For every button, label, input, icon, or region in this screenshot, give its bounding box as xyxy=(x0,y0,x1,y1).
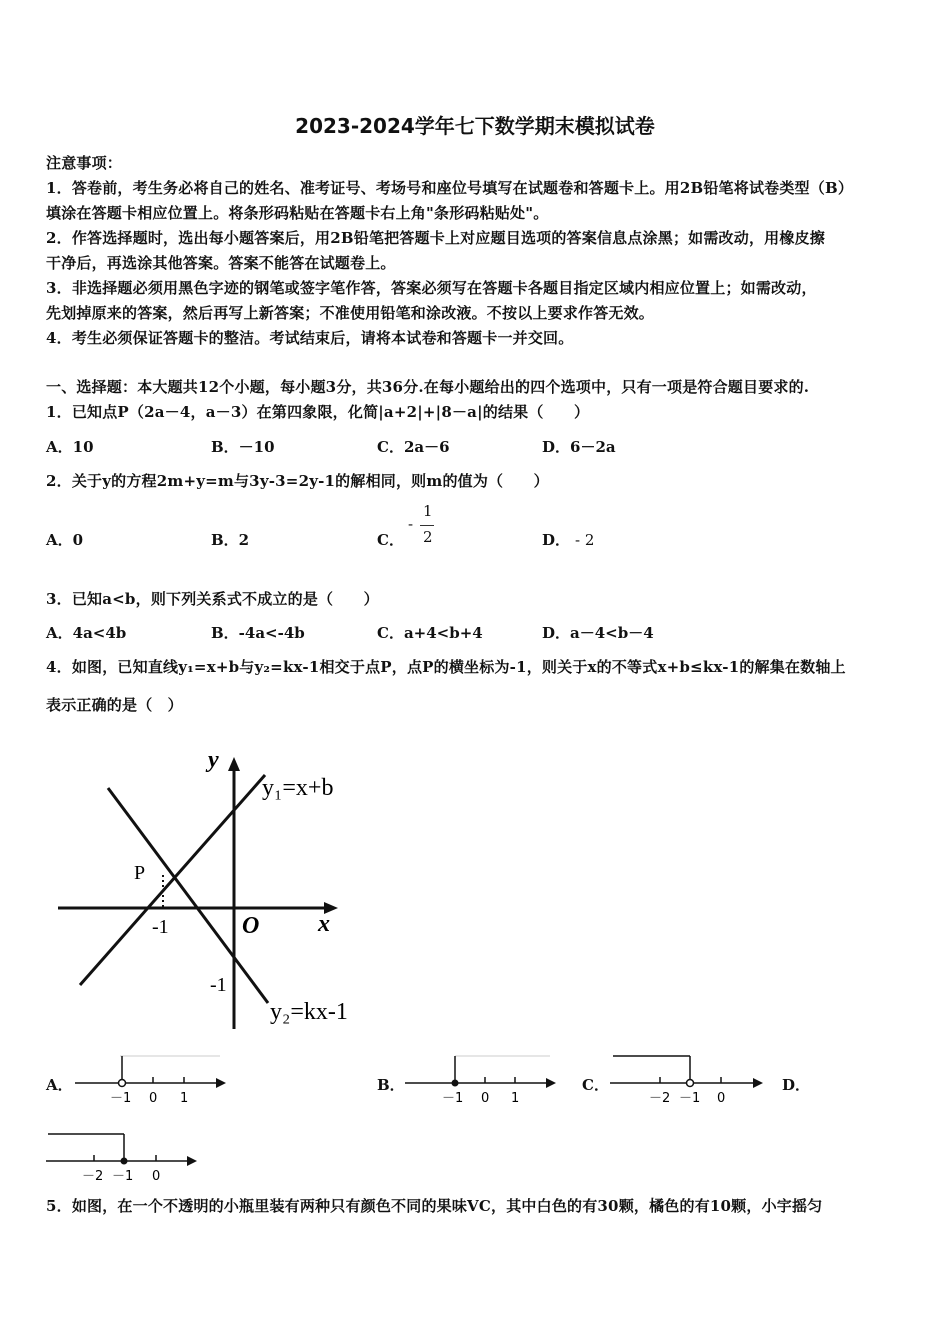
tick-label: 1 xyxy=(511,1091,520,1106)
question-4-stem: 4．如图，已知直线y₁=x+b与y₂=kx-1相交于点P，点P的横坐标为-1，则关于x的不等式x+b≤kx-1的解集在数轴上 xyxy=(46,658,846,676)
q2-option-c[interactable]: C． xyxy=(377,531,404,549)
origin-label: O xyxy=(242,913,260,939)
number-line-arrow xyxy=(187,1156,197,1166)
function-graph xyxy=(50,745,380,1035)
tick-label: 1 xyxy=(180,1091,189,1106)
tick-label: －2 xyxy=(649,1091,671,1106)
notice-line: 2．作答选择题时，选出每小题答案后，用2B铅笔把答题卡上对应题目选项的答案信息点涂黑；如需改动，用橡皮擦 xyxy=(46,229,825,247)
notice-line: 填涂在答题卡相应位置上。将条形码粘贴在答题卡右上角"条形码粘贴处"。 xyxy=(46,204,549,222)
tick-label: －1 xyxy=(112,1169,134,1184)
q1-option-d[interactable]: D．6－2a xyxy=(542,438,616,456)
q1-option-c[interactable]: C．2a－6 xyxy=(377,438,450,456)
fraction-denominator: 2 xyxy=(423,528,433,546)
number-line-arrow xyxy=(546,1078,556,1088)
tick-label: －1 xyxy=(679,1091,701,1106)
closed-point xyxy=(452,1080,459,1087)
x-tick-label: -1 xyxy=(152,916,169,938)
notice-line: 先划掉原来的答案，然后再写上新答案；不准使用铅笔和涂改液。不按以上要求作答无效。 xyxy=(46,304,655,322)
number-line-a xyxy=(70,1052,230,1107)
page-title: 2023-2024学年七下数学期末模拟试卷 xyxy=(295,114,655,138)
q2-option-d-value: - 2 xyxy=(575,531,595,549)
question-5-stem: 5．如图，在一个不透明的小瓶里装有两种只有颜色不同的果味VC，其中白色的有30颗，橘色的有10颗，小宇摇匀 xyxy=(46,1197,823,1215)
point-p-label: P xyxy=(134,862,146,884)
number-line-arrow xyxy=(753,1078,763,1088)
tick-label: 0 xyxy=(481,1091,490,1106)
line-y1 xyxy=(80,775,265,985)
x-axis-label: x xyxy=(318,911,330,937)
tick-label: 0 xyxy=(717,1091,726,1106)
y-tick-label: -1 xyxy=(210,974,227,996)
number-line-arrow xyxy=(216,1078,226,1088)
notice-heading: 注意事项： xyxy=(46,154,123,172)
question-3-stem: 3．已知a<b，则下列关系式不成立的是（ ） xyxy=(46,590,379,608)
section-heading: 一、选择题：本大题共12个小题，每小题3分，共36分.在每小题给出的四个选项中，只有一项是符合题目要求的. xyxy=(46,378,810,396)
line-y1-label: y₁=x+b xyxy=(262,775,334,801)
tick-label: 0 xyxy=(149,1091,158,1106)
notice-line: 4．考生必须保证答题卡的整洁。考试结束后，请将本试卷和答题卡一并交回。 xyxy=(46,329,574,347)
q4-option-b[interactable]: B． xyxy=(377,1076,405,1094)
tick-label: 0 xyxy=(152,1169,161,1184)
fraction-bar xyxy=(420,525,434,526)
tick-label: －1 xyxy=(442,1091,464,1106)
line-y2 xyxy=(108,788,268,1003)
question-2-stem: 2．关于y的方程2m+y=m与3y-3=2y-1的解相同，则m的值为（ ） xyxy=(46,472,549,490)
y-axis-arrow xyxy=(228,757,240,771)
q4-option-d[interactable]: D． xyxy=(782,1076,811,1094)
notice-line: 1．答卷前，考生务必将自己的姓名、准考证号、考场号和座位号填写在试题卷和答题卡上。用2B铅笔将试卷类型（B） xyxy=(46,179,854,197)
closed-point xyxy=(121,1158,128,1165)
notice-line: 干净后，再选涂其他答案。答案不能答在试题卷上。 xyxy=(46,254,396,272)
q3-option-b[interactable]: B．-4a<-4b xyxy=(211,624,305,642)
q3-option-c[interactable]: C．a+4<b+4 xyxy=(377,624,483,642)
q2-option-a[interactable]: A．0 xyxy=(46,531,84,549)
question-4-stem-2: 表示正确的是（ ） xyxy=(46,696,183,714)
q4-option-a[interactable]: A． xyxy=(46,1076,73,1094)
q1-option-b[interactable]: B．－10 xyxy=(211,438,275,456)
fraction-numerator: 1 xyxy=(423,502,433,520)
tick-label: －2 xyxy=(82,1169,104,1184)
open-point xyxy=(687,1080,694,1087)
notice-line: 3．非选择题必须用黑色字迹的钢笔或签字笔作答，答案必须写在答题卡各题目指定区域内相应位置上；如需改动， xyxy=(46,279,817,297)
q1-option-a[interactable]: A．10 xyxy=(46,438,94,456)
number-line-d xyxy=(44,1130,204,1185)
open-point xyxy=(119,1080,126,1087)
fraction-sign: - xyxy=(408,515,414,533)
line-y2-label: y₂=kx-1 xyxy=(270,999,348,1025)
question-1-stem: 1．已知点P（2a－4，a－3）在第四象限，化简|a+2|+|8－a|的结果（ ） xyxy=(46,403,590,421)
tick-label: －1 xyxy=(110,1091,132,1106)
number-line-b xyxy=(400,1052,560,1107)
q2-option-d[interactable]: D． xyxy=(542,531,571,549)
q3-option-a[interactable]: A．4a<4b xyxy=(46,624,127,642)
number-line-c xyxy=(605,1052,770,1107)
q2-option-b[interactable]: B．2 xyxy=(211,531,250,549)
y-axis-label: y xyxy=(208,747,219,773)
q3-option-d[interactable]: D．a－4<b－4 xyxy=(542,624,654,642)
q4-option-c[interactable]: C． xyxy=(582,1076,609,1094)
